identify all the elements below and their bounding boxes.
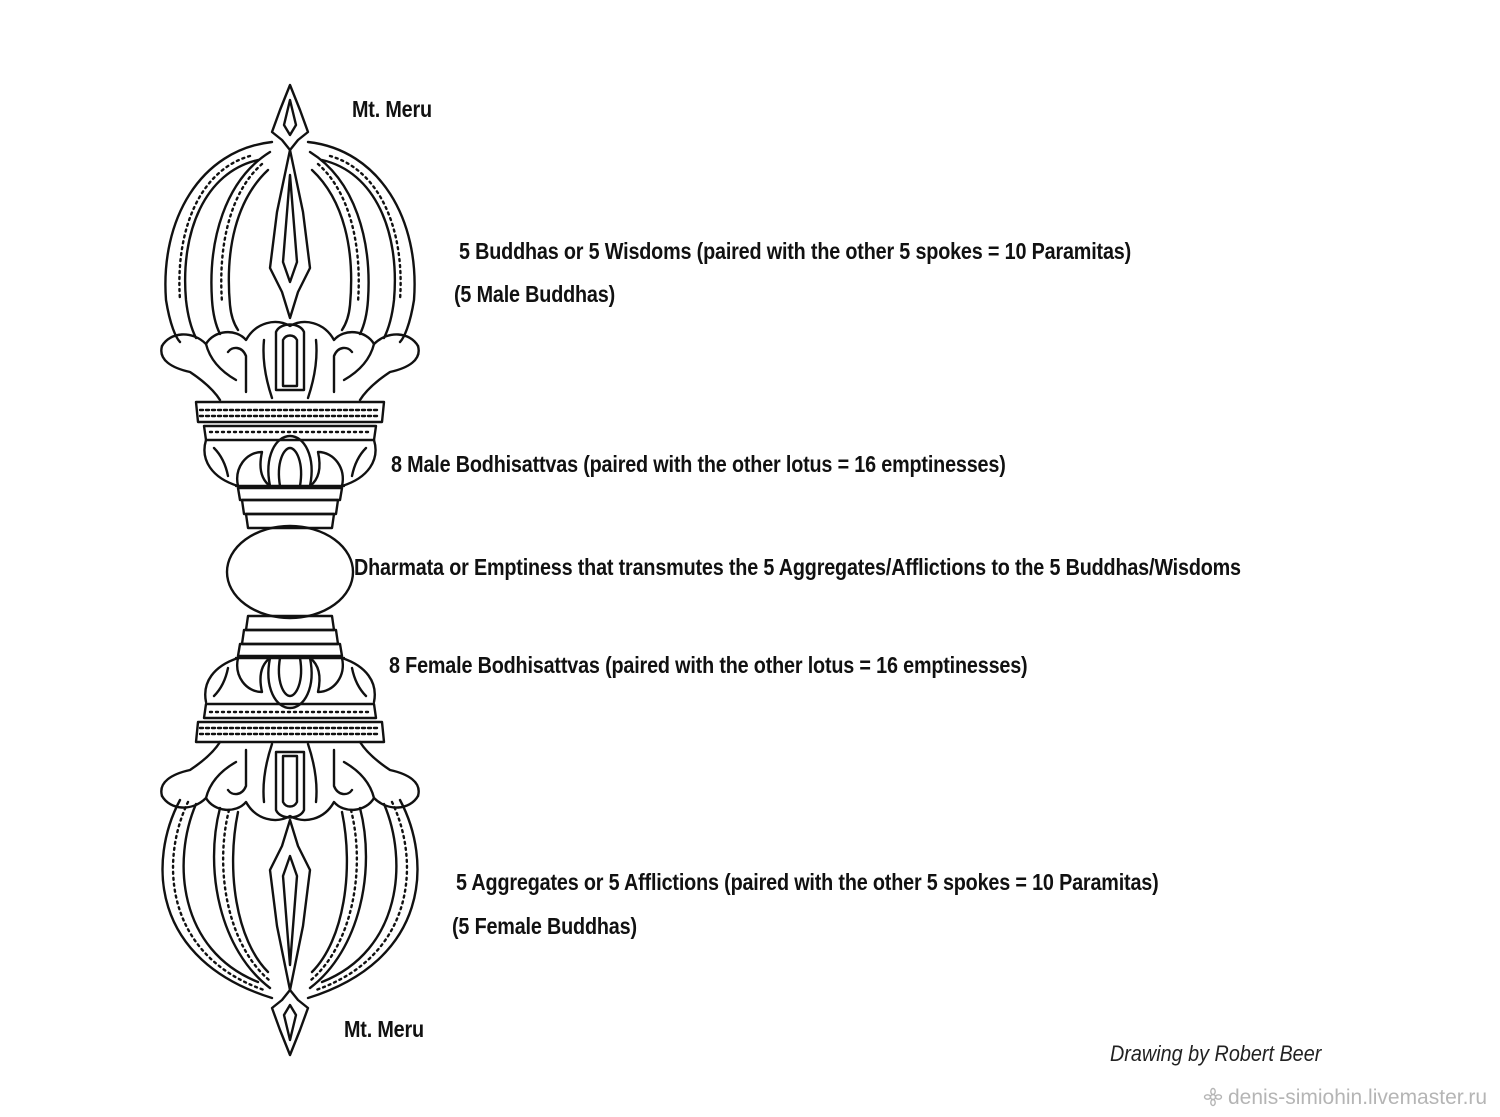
lower-tip	[272, 990, 308, 1055]
top-meru-label: Mt. Meru	[352, 96, 432, 122]
center-sphere	[227, 526, 353, 618]
watermark	[1203, 1086, 1487, 1110]
lower-lotus-label: 8 Female Bodhisattvas (paired with the other lotus = 16 emptinesses)	[389, 652, 1028, 678]
watermark-text: denis-simiohin.livemaster.ru	[1228, 1086, 1488, 1109]
flower-icon	[1203, 1087, 1223, 1107]
top-prongs-label: 5 Buddhas or 5 Wisdoms (paired with the other 5 spokes = 10 Paramitas)	[459, 238, 1132, 264]
top-prongs-sublabel: (5 Male Buddhas)	[454, 281, 616, 307]
bottom-prongs-sublabel: (5 Female Buddhas)	[452, 913, 637, 939]
upper-outer-prong-left	[165, 142, 272, 342]
drawing-credit: Drawing by Robert Beer	[1110, 1041, 1322, 1066]
center-sphere-label: Dharmata or Emptiness that transmutes the 5 Aggregates/Afflictions to the 5 Buddhas/Wisdoms	[354, 554, 1241, 580]
lower-vajra-half	[161, 616, 418, 1055]
upper-vajra-half	[161, 85, 418, 528]
upper-lotus-label: 8 Male Bodhisattvas (paired with the other lotus = 16 emptinesses)	[391, 451, 1006, 477]
upper-rings	[238, 488, 342, 500]
upper-tip	[272, 85, 308, 150]
upper-outer-prong-right	[308, 142, 415, 342]
bottom-prongs-label: 5 Aggregates or 5 Afflictions (paired with the other 5 spokes = 10 Paramitas)	[456, 869, 1159, 895]
bottom-meru-label: Mt. Meru	[344, 1016, 424, 1042]
upper-band	[196, 402, 384, 422]
lower-band	[196, 722, 384, 742]
